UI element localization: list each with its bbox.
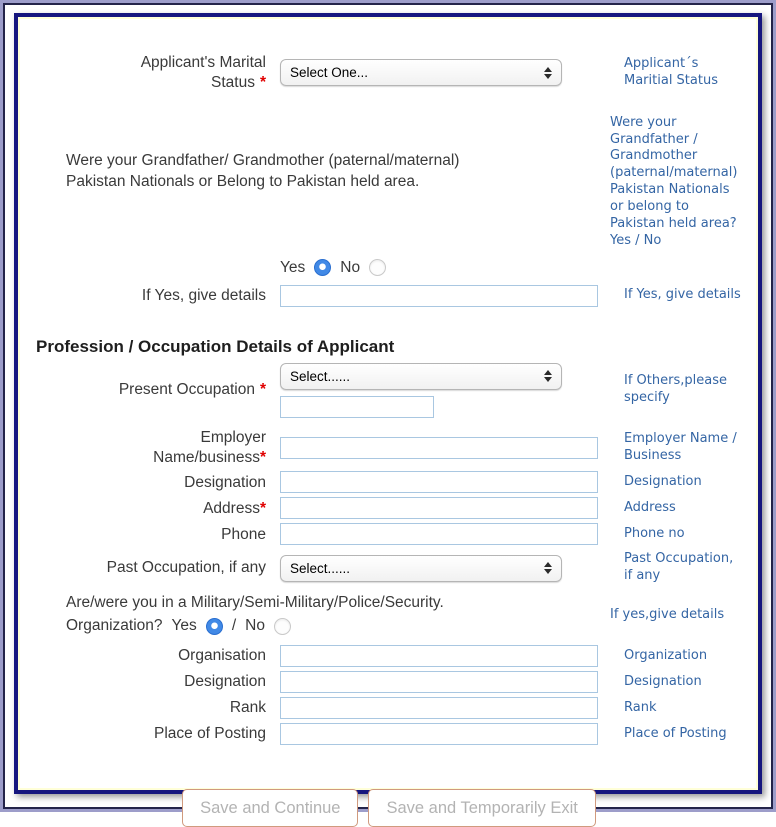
- grandparents-details-row: [36, 285, 742, 307]
- place-of-posting-label: Place of Posting: [153, 725, 266, 743]
- page-frame-inner-line: [3, 3, 773, 817]
- employer-input[interactable]: [280, 437, 598, 459]
- rank-row: [36, 697, 742, 719]
- required-asterisk: *: [259, 448, 266, 466]
- organisation-input[interactable]: [280, 645, 598, 667]
- help-employer: Employer Name / Business: [624, 430, 737, 463]
- no-label: No: [340, 258, 361, 276]
- help-grandparents-details: If Yes, give details: [624, 287, 741, 303]
- select-value: Select......: [290, 560, 351, 576]
- present-occupation-other-input[interactable]: [280, 396, 434, 418]
- marital-status-select[interactable]: [280, 59, 562, 86]
- required-asterisk: *: [259, 381, 266, 399]
- help-address: Address: [624, 499, 676, 515]
- grandparents-details-input[interactable]: [280, 285, 598, 307]
- address-label: Address*: [203, 499, 266, 517]
- save-and-temporarily-exit-button[interactable]: Save and Temporarily Exit: [368, 789, 595, 827]
- grandparents-radio-group: [36, 259, 742, 277]
- grandparents-yes-radio[interactable]: [314, 259, 331, 276]
- application-form: [14, 13, 762, 817]
- help-present-occupation: If Others,please specify: [624, 373, 727, 406]
- select-value: Select......: [290, 368, 351, 384]
- required-asterisk: *: [259, 499, 266, 517]
- past-occupation-row: [36, 551, 742, 585]
- grandparents-details-label: If Yes, give details: [141, 286, 266, 304]
- military-designation-label: Designation: [184, 673, 266, 691]
- military-yes-radio[interactable]: [206, 618, 223, 635]
- grandparents-no-radio[interactable]: [369, 259, 386, 276]
- present-occupation-select[interactable]: [280, 363, 562, 390]
- select-stepper-icon: [544, 370, 552, 382]
- help-rank: Rank: [624, 699, 657, 715]
- help-grandparents: Were your Grandfather / Grandmother (paternal/maternal) Pakistan Nationals or belong to Pakistan held area? Yes / No: [610, 114, 738, 248]
- help-marital-status: Applicant´s Maritial Status: [624, 55, 718, 88]
- military-designation-input[interactable]: [280, 671, 598, 693]
- place-of-posting-input[interactable]: [280, 723, 598, 745]
- help-phone: Phone no: [624, 525, 685, 541]
- employer-label: Employer Name/business*: [153, 428, 266, 466]
- organisation-label: Organisation: [178, 647, 266, 665]
- rank-input[interactable]: [280, 697, 598, 719]
- address-input[interactable]: [280, 497, 598, 519]
- phone-input[interactable]: [280, 523, 598, 545]
- place-of-posting-row: [36, 723, 742, 745]
- help-military: If yes,give details: [610, 607, 725, 623]
- employer-row: [36, 428, 742, 468]
- designation-input[interactable]: [280, 471, 598, 493]
- help-designation: Designation: [624, 473, 702, 489]
- help-military-designation: Designation: [624, 673, 702, 689]
- address-row: [36, 497, 742, 519]
- yes-label: Yes: [171, 617, 197, 635]
- past-occupation-label: Past Occupation, if any: [106, 559, 266, 577]
- present-occupation-row: [36, 363, 742, 418]
- separator: /: [231, 617, 237, 635]
- rank-label: Rank: [229, 699, 266, 717]
- grandparents-question-row: [36, 115, 742, 250]
- select-value: Select One...: [290, 65, 369, 81]
- profession-section-heading: Profession / Occupation Details of Applicant: [36, 336, 395, 356]
- phone-label: Phone: [221, 525, 266, 543]
- marital-status-label: Applicant's Marital Status *: [140, 54, 266, 91]
- designation-label: Designation: [184, 473, 266, 491]
- yes-label: Yes: [280, 258, 306, 276]
- help-place-of-posting: Place of Posting: [624, 725, 727, 741]
- designation-row: [36, 471, 742, 493]
- form-actions: [36, 789, 742, 827]
- organisation-row: [36, 645, 742, 667]
- military-question: Are/were you in a Military/Semi-Military/Police/Security. Organization? Yes / No: [36, 593, 596, 637]
- help-organisation: Organization: [624, 647, 708, 663]
- select-stepper-icon: [544, 67, 552, 79]
- military-question-row: [36, 593, 742, 637]
- no-label: No: [245, 617, 265, 635]
- save-and-continue-button[interactable]: Save and Continue: [182, 789, 358, 827]
- past-occupation-select[interactable]: [280, 555, 562, 582]
- marital-status-row: [36, 53, 742, 93]
- phone-row: [36, 523, 742, 545]
- military-no-radio[interactable]: [274, 618, 291, 635]
- grandparents-question: Were your Grandfather/ Grandmother (paternal/maternal) Pakistan Nationals or Belong to Pakistan held area.: [66, 151, 460, 190]
- military-designation-row: [36, 671, 742, 693]
- help-past-occupation: Past Occupation, if any: [624, 551, 734, 584]
- select-stepper-icon: [544, 562, 552, 574]
- present-occupation-label: Present Occupation *: [118, 381, 266, 399]
- required-asterisk: *: [259, 73, 266, 91]
